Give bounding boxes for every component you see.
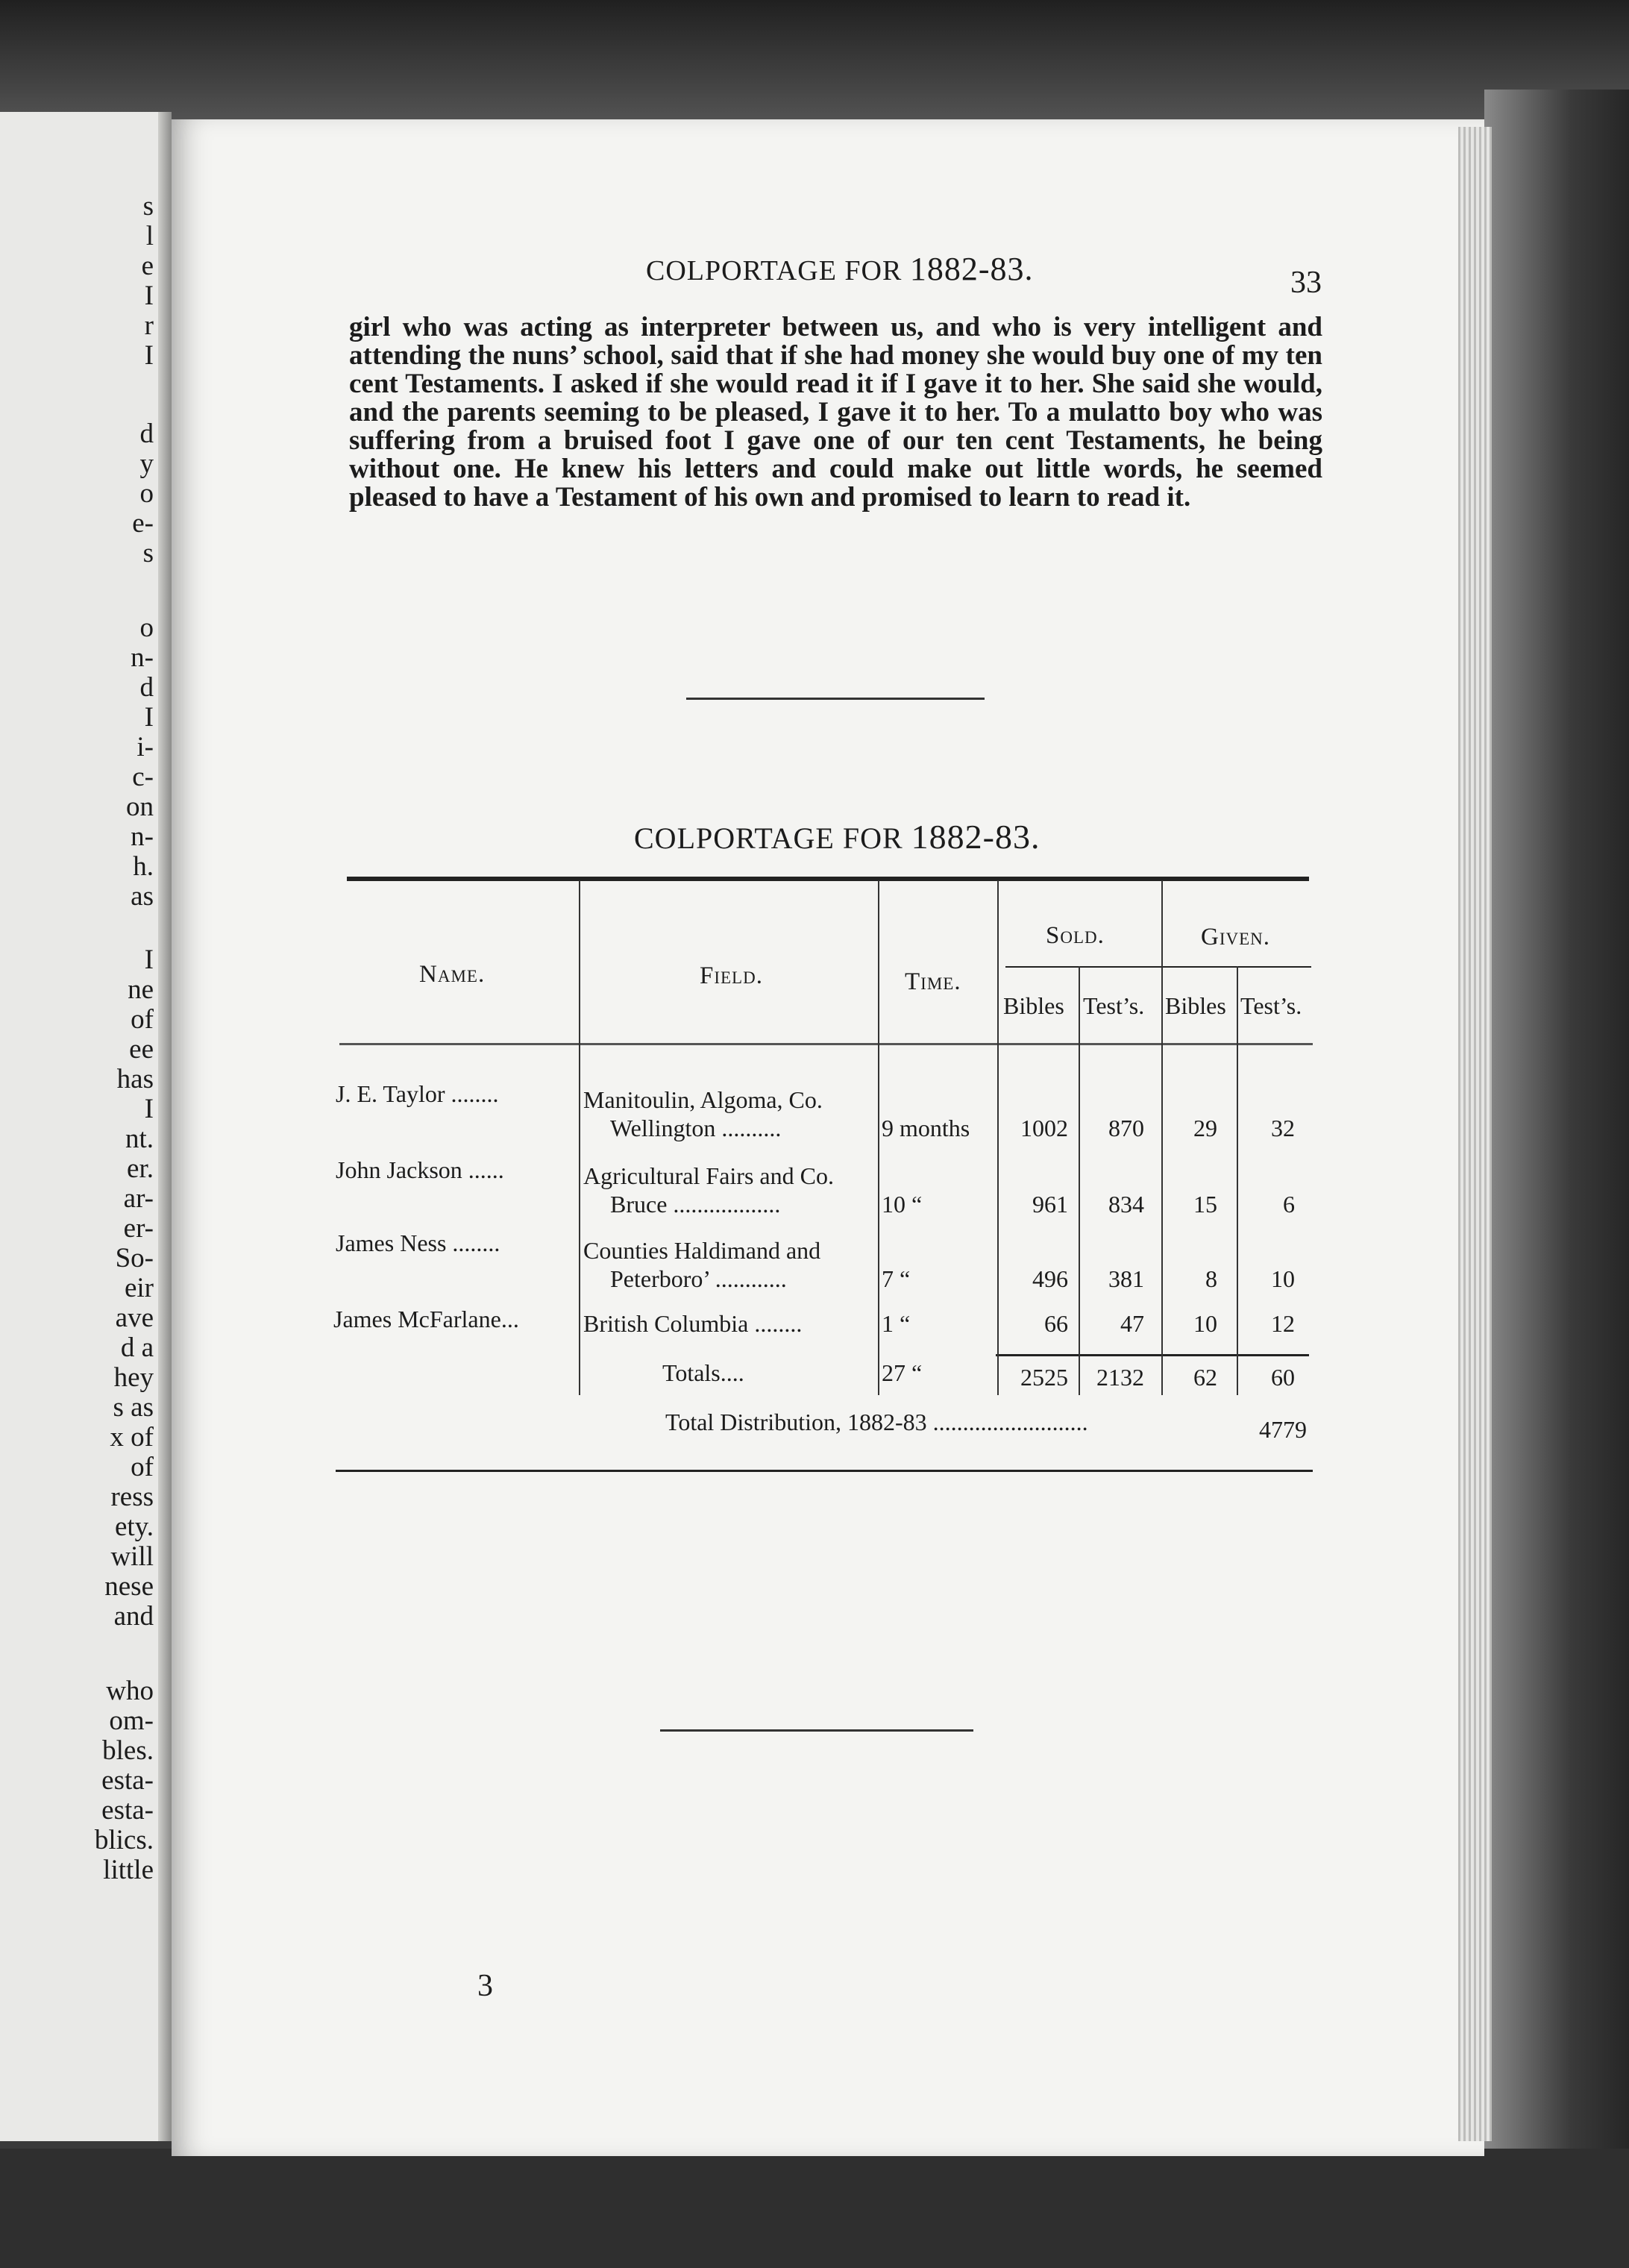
table-top-rule <box>347 877 1309 881</box>
header-given-bibles: Bibles <box>1165 992 1226 1019</box>
total-distribution-label: Total Distribution, 1882-83 .......................... <box>665 1409 1088 1435</box>
row-1-field-line-2: Wellington .......... <box>610 1115 782 1141</box>
col-divider-given-tests <box>1237 966 1238 1395</box>
table-title <box>634 817 1041 856</box>
left-page-fragment: d <box>139 672 154 703</box>
row-2-time: 10 “ <box>882 1191 923 1218</box>
running-head-year: 1882-83. <box>909 251 1034 287</box>
left-page-fragment: esta- <box>101 1765 154 1796</box>
col-divider-sold <box>997 880 999 1395</box>
header-name: Name. <box>419 961 486 988</box>
row-3-given-bibles: 8 <box>1205 1265 1217 1292</box>
row-3-time: 7 “ <box>882 1265 911 1292</box>
col-divider-given <box>1161 880 1163 1395</box>
left-page-fragment: y <box>139 448 154 479</box>
table-title-year: 1882-83. <box>911 818 1041 856</box>
left-page-fragment: and <box>113 1601 154 1632</box>
body-paragraph-text: girl who was acting as interpreter between us, and who is very intelligent and attending the nuns’ school, said that if she had money she would buy one of my ten cent Testaments. I asked if she would read it if I gave it to her. She said she would, and the parents seeming to be pleased, I gave it to her. To a mulatto boy who was suffering from a bruised foot I gave one of our ten cent Testaments, he being without one. He knew his letters and could make out little words, he seemed pleased to have a Testament of his own and promised to learn to read it. <box>349 312 1322 513</box>
left-page-fragment: o <box>139 613 154 643</box>
row-3-given-tests: 10 <box>1271 1265 1295 1292</box>
total-distribution-value: 4779 <box>1259 1416 1307 1443</box>
left-page-fragment: er- <box>123 1213 154 1244</box>
row-1-given-bibles: 29 <box>1193 1115 1217 1141</box>
row-4-time: 1 “ <box>882 1310 911 1337</box>
scan-backdrop-right <box>1484 90 1629 2268</box>
left-page-fragment: eir <box>124 1273 154 1303</box>
page-stack-edge <box>1458 127 1492 2141</box>
totals-sold-bibles: 2525 <box>1020 1364 1068 1391</box>
left-page-fragment: s as <box>113 1392 154 1423</box>
left-page-fragment: will <box>110 1541 154 1572</box>
totals-rule <box>996 1354 1309 1356</box>
row-2-sold-bibles: 961 <box>1032 1191 1068 1218</box>
row-1-name: J. E. Taylor ........ <box>336 1080 499 1107</box>
col-divider-field <box>579 880 580 1395</box>
section-divider-top <box>686 698 985 700</box>
left-page-fragment: er. <box>127 1153 154 1184</box>
left-page-fragment: I <box>144 281 154 311</box>
row-3-field-line-2: Peterboro’ ............ <box>610 1265 787 1292</box>
row-1-time: 9 months <box>882 1115 970 1141</box>
left-page-fragment: nese <box>104 1571 154 1602</box>
left-page-fragment: ety. <box>114 1512 154 1542</box>
left-page-fragment: So- <box>115 1243 154 1274</box>
totals-sold-tests: 2132 <box>1096 1364 1144 1391</box>
left-page-fragment: has <box>116 1064 154 1094</box>
left-page-fragment: I <box>144 340 154 371</box>
row-1-field-line-1: Manitoulin, Algoma, Co. <box>583 1086 823 1113</box>
header-given-tests: Test’s. <box>1240 992 1302 1019</box>
section-divider-bottom <box>660 1729 973 1732</box>
sold-given-underline <box>1005 966 1311 968</box>
table-bottom-rule <box>336 1470 1313 1472</box>
left-page-fragment: e <box>141 251 154 281</box>
row-2-sold-tests: 834 <box>1108 1191 1144 1218</box>
col-divider-time <box>878 880 879 1395</box>
left-page-fragment: I <box>144 702 154 733</box>
left-page-fragment: e- <box>132 508 154 539</box>
row-4-given-tests: 12 <box>1271 1310 1295 1337</box>
left-page-fragment: s <box>142 191 154 222</box>
row-2-given-bibles: 15 <box>1193 1191 1217 1218</box>
left-page-fragment: bles. <box>102 1735 154 1766</box>
left-page-fragment: c- <box>132 762 154 792</box>
left-page-fragment: l <box>145 221 154 251</box>
left-page-fragment: x of <box>110 1422 154 1453</box>
row-2-field-line-1: Agricultural Fairs and Co. <box>583 1162 834 1189</box>
left-page-fragment: esta- <box>101 1795 154 1826</box>
left-page-fragment: d a <box>120 1332 154 1363</box>
row-3-field-line-1: Counties Haldimand and <box>583 1237 821 1264</box>
signature-number: 3 <box>477 1969 493 2003</box>
row-4-given-bibles: 10 <box>1193 1310 1217 1337</box>
running-head <box>646 250 1033 288</box>
left-page-fragment: ress <box>110 1482 154 1512</box>
left-page-fragment: o <box>139 478 154 509</box>
row-4-sold-tests: 47 <box>1120 1310 1144 1337</box>
totals-label: Totals.... <box>662 1359 744 1386</box>
left-page-fragment: nt. <box>125 1124 154 1154</box>
row-4-sold-bibles: 66 <box>1044 1310 1068 1337</box>
left-page-fragment: i- <box>136 732 154 762</box>
header-sold: Sold. <box>1046 922 1105 949</box>
row-3-sold-tests: 381 <box>1108 1265 1144 1292</box>
left-page-fragment: s <box>142 538 154 568</box>
scan-backdrop-bottom <box>0 2149 1629 2268</box>
left-page-fragment: ave <box>115 1303 154 1333</box>
totals-given-bibles: 62 <box>1193 1364 1217 1391</box>
left-page-fragment: on <box>126 792 154 822</box>
row-4-name: James McFarlane... <box>333 1306 519 1332</box>
row-2-given-tests: 6 <box>1283 1191 1295 1218</box>
row-3-name: James Ness ........ <box>336 1229 500 1256</box>
header-given: Given. <box>1201 924 1271 950</box>
header-sold-tests: Test’s. <box>1083 992 1145 1019</box>
left-facing-page <box>0 112 172 2141</box>
running-head-title: COLPORTAGE FOR <box>646 255 903 286</box>
row-2-field-line-2: Bruce .................. <box>610 1191 781 1218</box>
row-2-name: John Jackson ...... <box>336 1156 504 1183</box>
row-3-sold-bibles: 496 <box>1032 1265 1068 1292</box>
col-divider-sold-tests <box>1079 966 1080 1395</box>
left-page-fragment: ee <box>129 1034 154 1065</box>
table-title-text: COLPORTAGE FOR <box>634 821 903 855</box>
scan-backdrop-top <box>0 0 1629 127</box>
left-page-fragment: ne <box>128 974 154 1005</box>
left-page-fragment: I <box>144 1094 154 1124</box>
header-time: Time. <box>905 968 961 995</box>
left-page-gutter <box>158 112 172 2141</box>
header-bottom-rule <box>339 1043 1313 1045</box>
left-page-fragment: ar- <box>123 1183 154 1214</box>
row-4-field-line-1: British Columbia ........ <box>583 1310 803 1337</box>
totals-time: 27 “ <box>882 1359 923 1386</box>
left-page-fragment: hey <box>113 1362 154 1393</box>
left-page-fragment: I <box>144 945 154 975</box>
row-1-given-tests: 32 <box>1271 1115 1295 1141</box>
left-page-fragment: om- <box>109 1705 154 1736</box>
totals-given-tests: 60 <box>1271 1364 1295 1391</box>
left-page-fragment: little <box>103 1855 154 1885</box>
page-number: 33 <box>1290 266 1322 300</box>
row-1-sold-tests: 870 <box>1108 1115 1144 1141</box>
left-page-fragment: d <box>139 419 154 449</box>
left-page-fragment: h. <box>133 851 154 882</box>
left-page-fragment: n- <box>131 642 154 673</box>
left-page-fragment: of <box>131 1004 154 1035</box>
header-sold-bibles: Bibles <box>1003 992 1064 1019</box>
left-page-fragment: n- <box>131 821 154 852</box>
header-field: Field. <box>700 962 763 989</box>
left-page-fragment: blics. <box>94 1825 154 1855</box>
left-page-fragment: as <box>131 881 154 912</box>
left-page-fragment: who <box>106 1676 154 1706</box>
left-page-fragment: of <box>131 1452 154 1482</box>
left-page-fragment: r <box>144 310 154 341</box>
row-1-sold-bibles: 1002 <box>1020 1115 1068 1141</box>
body-paragraph <box>349 313 1322 512</box>
